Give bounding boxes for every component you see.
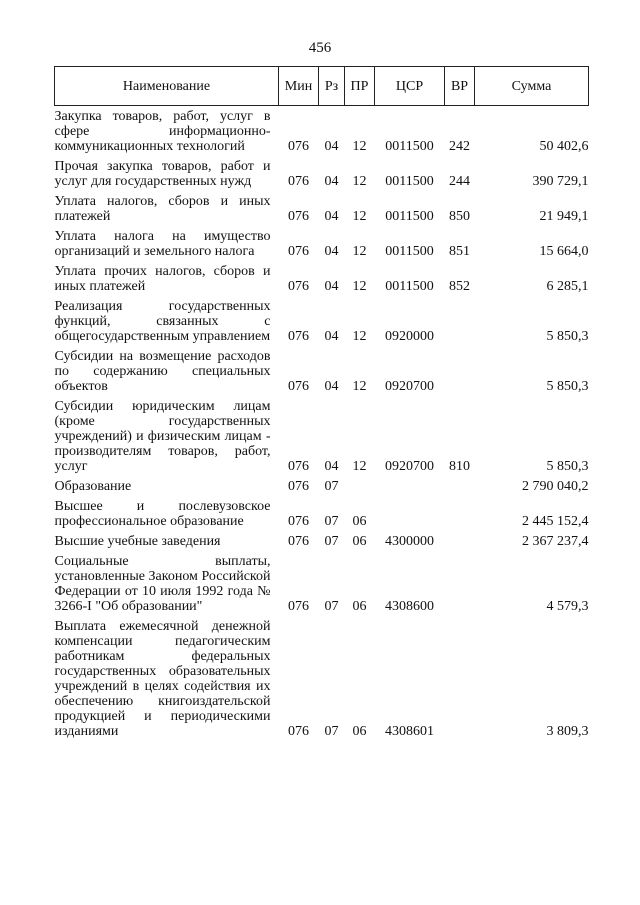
cell-sum: 390 729,1 bbox=[532, 174, 589, 189]
cell-min: 076 bbox=[288, 479, 309, 494]
cell-csr: 0920700 bbox=[385, 379, 434, 394]
table-row bbox=[55, 614, 589, 739]
cell-min: 076 bbox=[288, 244, 309, 259]
cell-rz: 07 bbox=[324, 479, 339, 494]
cell-csr: 4308600 bbox=[385, 599, 434, 614]
cell-sum: 2 367 237,4 bbox=[522, 534, 589, 549]
table-row bbox=[55, 224, 589, 259]
cell-rz: 04 bbox=[324, 244, 339, 259]
cell-vr bbox=[445, 474, 475, 494]
header-pr: ПР bbox=[345, 67, 375, 106]
header-name: Наименование bbox=[55, 67, 279, 106]
cell-vr: 852 bbox=[449, 279, 470, 294]
cell-rz: 04 bbox=[324, 459, 339, 474]
cell-name: Реализация государственных функций, связанных с общегосударственным управлением bbox=[54, 299, 271, 344]
cell-rz: 04 bbox=[324, 174, 339, 189]
cell-min: 076 bbox=[288, 459, 309, 474]
table-row bbox=[55, 344, 589, 394]
cell-name: Закупка товаров, работ, услуг в сфере информационно-коммуникационных технологий bbox=[54, 109, 271, 154]
table-row bbox=[55, 259, 589, 294]
cell-vr: 244 bbox=[449, 174, 470, 189]
cell-name: Уплата налога на имущество организаций и земельного налога bbox=[54, 229, 271, 259]
cell-min: 076 bbox=[288, 379, 309, 394]
cell-rz: 04 bbox=[324, 279, 339, 294]
table-header-row bbox=[55, 67, 589, 106]
cell-pr: 06 bbox=[352, 534, 367, 549]
cell-pr: 06 bbox=[352, 724, 367, 739]
cell-pr: 06 bbox=[352, 599, 367, 614]
cell-sum: 21 949,1 bbox=[539, 209, 589, 224]
cell-rz: 07 bbox=[324, 724, 339, 739]
cell-vr bbox=[445, 529, 475, 549]
cell-pr bbox=[345, 474, 375, 494]
cell-pr: 12 bbox=[352, 244, 367, 259]
cell-min: 076 bbox=[288, 174, 309, 189]
cell-pr: 12 bbox=[352, 209, 367, 224]
table-row bbox=[55, 294, 589, 344]
cell-vr bbox=[445, 294, 475, 344]
cell-sum: 2 790 040,2 bbox=[522, 479, 589, 494]
header-min: Мин bbox=[279, 67, 319, 106]
cell-sum: 5 850,3 bbox=[546, 329, 589, 344]
header-sum: Сумма bbox=[475, 67, 589, 106]
cell-pr: 06 bbox=[352, 514, 367, 529]
header-vr: ВР bbox=[445, 67, 475, 106]
cell-vr bbox=[445, 614, 475, 739]
table-row bbox=[55, 529, 589, 549]
table-row bbox=[55, 189, 589, 224]
cell-csr: 0011500 bbox=[385, 139, 434, 154]
cell-rz: 07 bbox=[324, 514, 339, 529]
cell-vr: 851 bbox=[449, 244, 470, 259]
cell-pr: 12 bbox=[352, 174, 367, 189]
cell-name: Высшие учебные заведения bbox=[54, 534, 221, 549]
table-row bbox=[55, 549, 589, 614]
cell-sum: 4 579,3 bbox=[546, 599, 589, 614]
cell-rz: 04 bbox=[324, 139, 339, 154]
cell-pr: 12 bbox=[352, 329, 367, 344]
cell-rz: 04 bbox=[324, 209, 339, 224]
cell-min: 076 bbox=[288, 514, 309, 529]
cell-min: 076 bbox=[288, 139, 309, 154]
cell-min: 076 bbox=[288, 329, 309, 344]
cell-vr: 242 bbox=[449, 139, 470, 154]
cell-rz: 04 bbox=[324, 379, 339, 394]
cell-sum: 6 285,1 bbox=[546, 279, 589, 294]
cell-sum: 3 809,3 bbox=[546, 724, 589, 739]
cell-vr bbox=[445, 344, 475, 394]
cell-pr: 12 bbox=[352, 459, 367, 474]
cell-name: Уплата прочих налогов, сборов и иных платежей bbox=[54, 264, 271, 294]
cell-min: 076 bbox=[288, 279, 309, 294]
header-csr: ЦСР bbox=[375, 67, 445, 106]
cell-name: Выплата ежемесячной денежной компенсации педагогическим работникам федеральных государственных образовательных учреждений в целях содействия их обеспечению книгоиздательской продукцией и периодическими изданиями bbox=[54, 619, 271, 739]
cell-csr: 0920000 bbox=[385, 329, 434, 344]
cell-csr: 4300000 bbox=[385, 534, 434, 549]
cell-vr bbox=[445, 494, 475, 529]
table-row bbox=[55, 394, 589, 474]
cell-pr: 12 bbox=[352, 379, 367, 394]
cell-rz: 04 bbox=[324, 329, 339, 344]
table-row bbox=[55, 106, 589, 155]
cell-name: Прочая закупка товаров, работ и услуг для государственных нужд bbox=[54, 159, 271, 189]
cell-csr: 0011500 bbox=[385, 279, 434, 294]
cell-name: Субсидии на возмещение расходов по содержанию специальных объектов bbox=[54, 349, 271, 394]
cell-sum: 2 445 152,4 bbox=[522, 514, 589, 529]
cell-csr: 0011500 bbox=[385, 244, 434, 259]
cell-vr: 850 bbox=[449, 209, 470, 224]
cell-name: Субсидии юридическим лицам (кроме государственных учреждений) и физическим лицам - производителям товаров, работ, услуг bbox=[54, 399, 271, 474]
cell-name: Социальные выплаты, установленные Законом Российской Федерации от 10 июля 1992 года № 3266-I "Об образовании" bbox=[54, 554, 271, 614]
cell-min: 076 bbox=[288, 724, 309, 739]
cell-vr bbox=[445, 549, 475, 614]
table-row bbox=[55, 154, 589, 189]
cell-min: 076 bbox=[288, 534, 309, 549]
cell-rz: 07 bbox=[324, 599, 339, 614]
cell-rz: 07 bbox=[324, 534, 339, 549]
cell-vr: 810 bbox=[449, 459, 470, 474]
budget-table bbox=[54, 66, 589, 739]
cell-sum: 50 402,6 bbox=[539, 139, 589, 154]
cell-csr: 4308601 bbox=[385, 724, 434, 739]
cell-csr: 0920700 bbox=[385, 459, 434, 474]
header-rz: Рз bbox=[319, 67, 345, 106]
cell-csr: 0011500 bbox=[385, 209, 434, 224]
page-number: 456 bbox=[308, 40, 332, 56]
table-row bbox=[55, 494, 589, 529]
cell-name: Уплата налогов, сборов и иных платежей bbox=[54, 194, 271, 224]
cell-name: Высшее и послевузовское профессиональное образование bbox=[54, 499, 271, 529]
cell-csr bbox=[375, 494, 445, 529]
cell-min: 076 bbox=[288, 599, 309, 614]
cell-sum: 15 664,0 bbox=[539, 244, 589, 259]
cell-min: 076 bbox=[288, 209, 309, 224]
cell-sum: 5 850,3 bbox=[546, 459, 589, 474]
cell-pr: 12 bbox=[352, 279, 367, 294]
cell-csr bbox=[375, 474, 445, 494]
cell-csr: 0011500 bbox=[385, 174, 434, 189]
cell-sum: 5 850,3 bbox=[546, 379, 589, 394]
cell-name: Образование bbox=[54, 479, 132, 494]
table-row bbox=[55, 474, 589, 494]
cell-pr: 12 bbox=[352, 139, 367, 154]
